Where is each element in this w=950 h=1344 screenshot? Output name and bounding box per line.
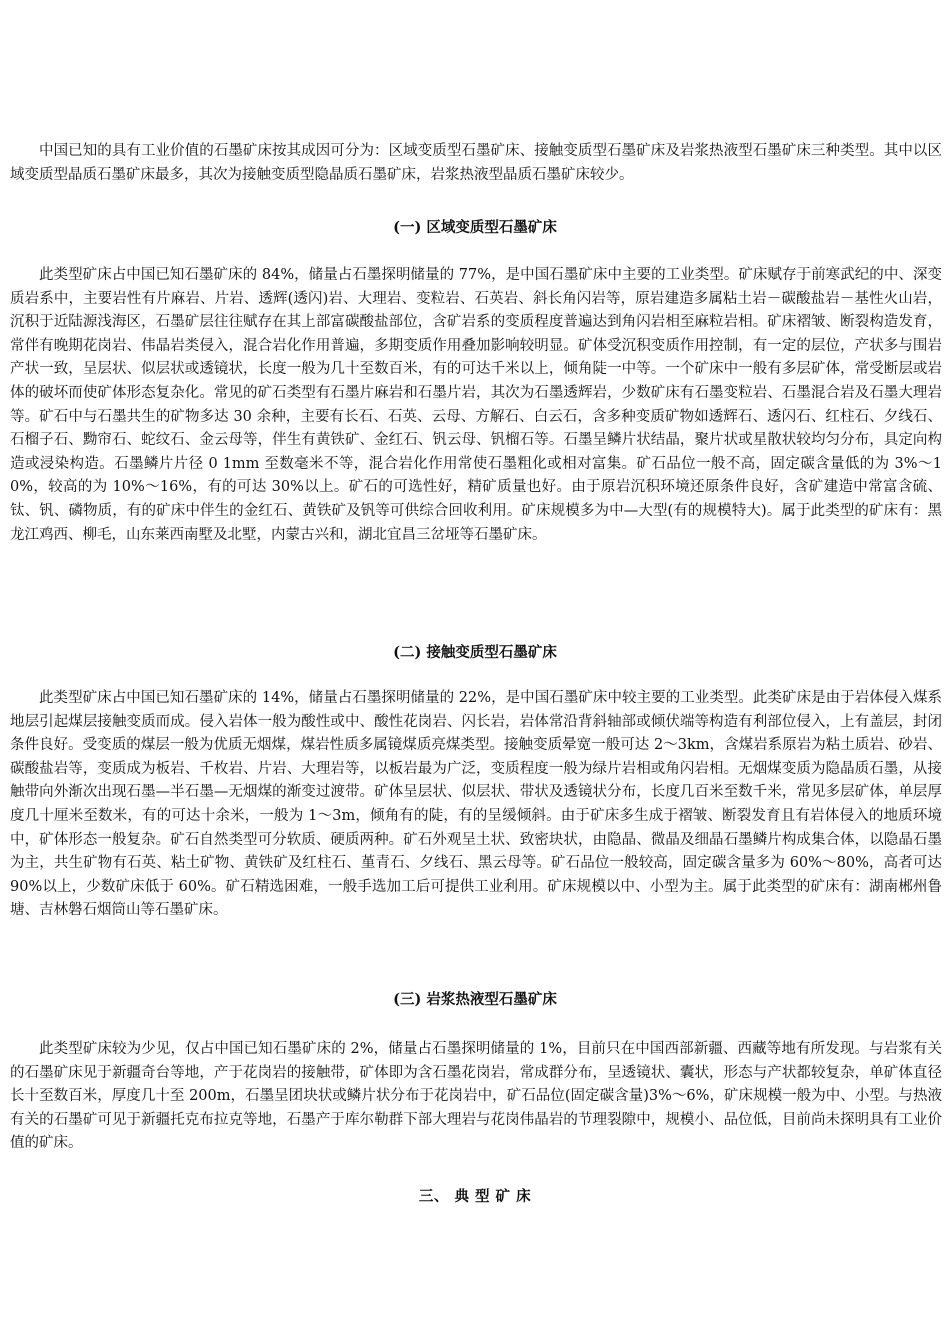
intro-paragraph: 中国已知的具有工业价值的石墨矿床按其成因可分为：区域变质型石墨矿床、接触变质型石墨矿床及岩浆热液型石墨矿床三种类型。其中以区域变质型晶质石墨矿床最多，其次为接触变质型隐晶质石墨矿床，岩浆热液型晶质石墨矿床较少。 [10,143,942,183]
section-heading-regional-metamorphic: (一) 区域变质型石墨矿床 [393,219,557,236]
section-paragraph-magmatic-hydrothermal: 此类型矿床较为少见，仅占中国已知石墨矿床的 2%，储量占石墨探明储量的 1%，目前只在中国西部新疆、西藏等地有所发现。与岩浆有关的石墨矿床见于新疆奇台等地，产于花岗岩的接触带，矿体即为含石墨花岗岩，常成群分布，呈透镜状、囊状，形态与产状都较复杂，单矿体直径长十至数百米，厚度几十至 200m，石墨呈团块状或鳞片状分布于花岗岩中，矿石品位(固定碳含量)3%～6%，矿床规模一般为中、小型。与热液有关的石墨矿可见于新疆托克布拉克等地，石墨产于库尔勒群下部大理岩与花岗伟晶岩的节理裂隙中，规模小、品位低，目前尚未探明具有工业价值的矿床。 [10,1041,942,1152]
section-paragraph-regional-metamorphic: 此类型矿床占中国已知石墨矿床的 84%，储量占石墨探明储量的 77%，是中国石墨矿床中主要的工业类型。矿床赋存于前寒武纪的中、深变质岩系中，主要岩性有片麻岩、片岩、透辉(透闪)岩、大理岩、变粒岩、石英岩、斜长角闪岩等，原岩建造多属粘土岩－碳酸盐岩－基性火山岩，沉积于近陆源浅海区，石墨矿层往往赋存在其上部富碳酸盐部位，含矿岩系的变质程度普遍达到角闪岩相至麻粒岩相。矿床褶皱、断裂构造发育，常伴有晚期花岗岩、伟晶岩类侵入，混合岩化作用普遍，多期变质作用叠加影响较明显。矿体受沉积变质作用控制，有一定的层位，产状多与围岩产状一致，呈层状、似层状或透镜状，长度一般为几十至数百米，有的可达千米以上，倾角陡一中等。一个矿床中一般有多层矿体，常受断层或岩体的破坏而使矿体形态复杂化。常见的矿石类型有石墨片麻岩和石墨片岩，其次为石墨透辉岩，少数矿床有石墨变粒岩、石墨混合岩及石墨大理岩等。矿石中与石墨共生的矿物多达 30 余种，主要有长石、石英、云母、方解石、白云石，含多种变质矿物如透辉石、透闪石、红柱石、夕线石、石榴子石、黝帘石、蛇纹石、金云母等，伴生有黄铁矿、金红石、钒云母、钒榴石等。石墨呈鳞片状结晶，聚片状或星散状较均匀分布，具定向构造或浸染构造。石墨鳞片片径 0 1mm 至数毫米不等，混合岩化作用常使石墨粗化或相对富集。矿石品位一般不高，固定碳含量低的为 3%～10%，较高的为 10%～16%，有的可达 30%以上。矿石的可选性好，精矿质量也好。由于原岩沉积环境还原条件良好，含矿建造中常富含硫、钛、钒、磷物质，有的矿床中伴生的金红石、黄铁矿及钒等可供综合回收利用。矿床规模多为中—大型(有的规模特大)。属于此类型的矿床有：黑龙江鸡西、柳毛，山东莱西南墅及北墅，内蒙古兴和，湖北宜昌三岔垭等石墨矿床。 [10,267,942,543]
chapter-heading-typical-deposits: 三、 典 型 矿 床 [418,1188,532,1205]
section-paragraph-contact-metamorphic: 此类型矿床占中国已知石墨矿床的 14%，储量占石墨探明储量的 22%，是中国石墨矿床中较主要的工业类型。此类矿床是由于岩体侵入煤系地层引起煤层接触变质而成。侵入岩体一般为酸性或中、酸性花岗岩、闪长岩，岩体常沿背斜轴部或倾伏端等构造有利部位侵入，上有盖层，封闭条件良好。受变质的煤层一般为优质无烟煤，煤岩性质多属镜煤质亮煤类型。接触变质晕宽一般可达 2～3km，含煤岩系原岩为粘土质岩、砂岩、碳酸盐岩等，变质成为板岩、千枚岩、片岩、大理岩等，以板岩最为广泛，变质程度一般为绿片岩相或角闪岩相。无烟煤变质为隐晶质石墨，从接触带向外渐次出现石墨—半石墨—无烟煤的渐变过渡带。矿体呈层状、似层状、带状及透镜状分布，长度几百米至数千米，常见多层矿体，单层厚度几十厘米至数米，有的可达十余米，一般为 1～3m，倾角有的陡，有的呈缓倾斜。由于矿床多生成于褶皱、断裂发育且有岩体侵入的地质环境中，矿体形态一般复杂。矿石自然类型可分软质、硬质两种。矿石外观呈土状、致密块状，由隐晶、微晶及细晶石墨鳞片构成集合体，以隐晶石墨为主，共生矿物有石英、粘土矿物、黄铁矿及红柱石、堇青石、夕线石、黑云母等。矿石品位一般较高，固定碳含量多为 60%～80%，高者可达 90%以上，少数矿床低于 60%。矿石精选困难，一般手选加工后可提供工业利用。矿床规模以中、小型为主。属于此类型的矿床有：湖南郴州鲁塘、吉林磐石烟筒山等石墨矿床。 [10,690,942,919]
section-heading-contact-metamorphic: (二) 接触变质型石墨矿床 [393,644,557,661]
section-heading-magmatic-hydrothermal: (三) 岩浆热液型石墨矿床 [393,991,557,1008]
